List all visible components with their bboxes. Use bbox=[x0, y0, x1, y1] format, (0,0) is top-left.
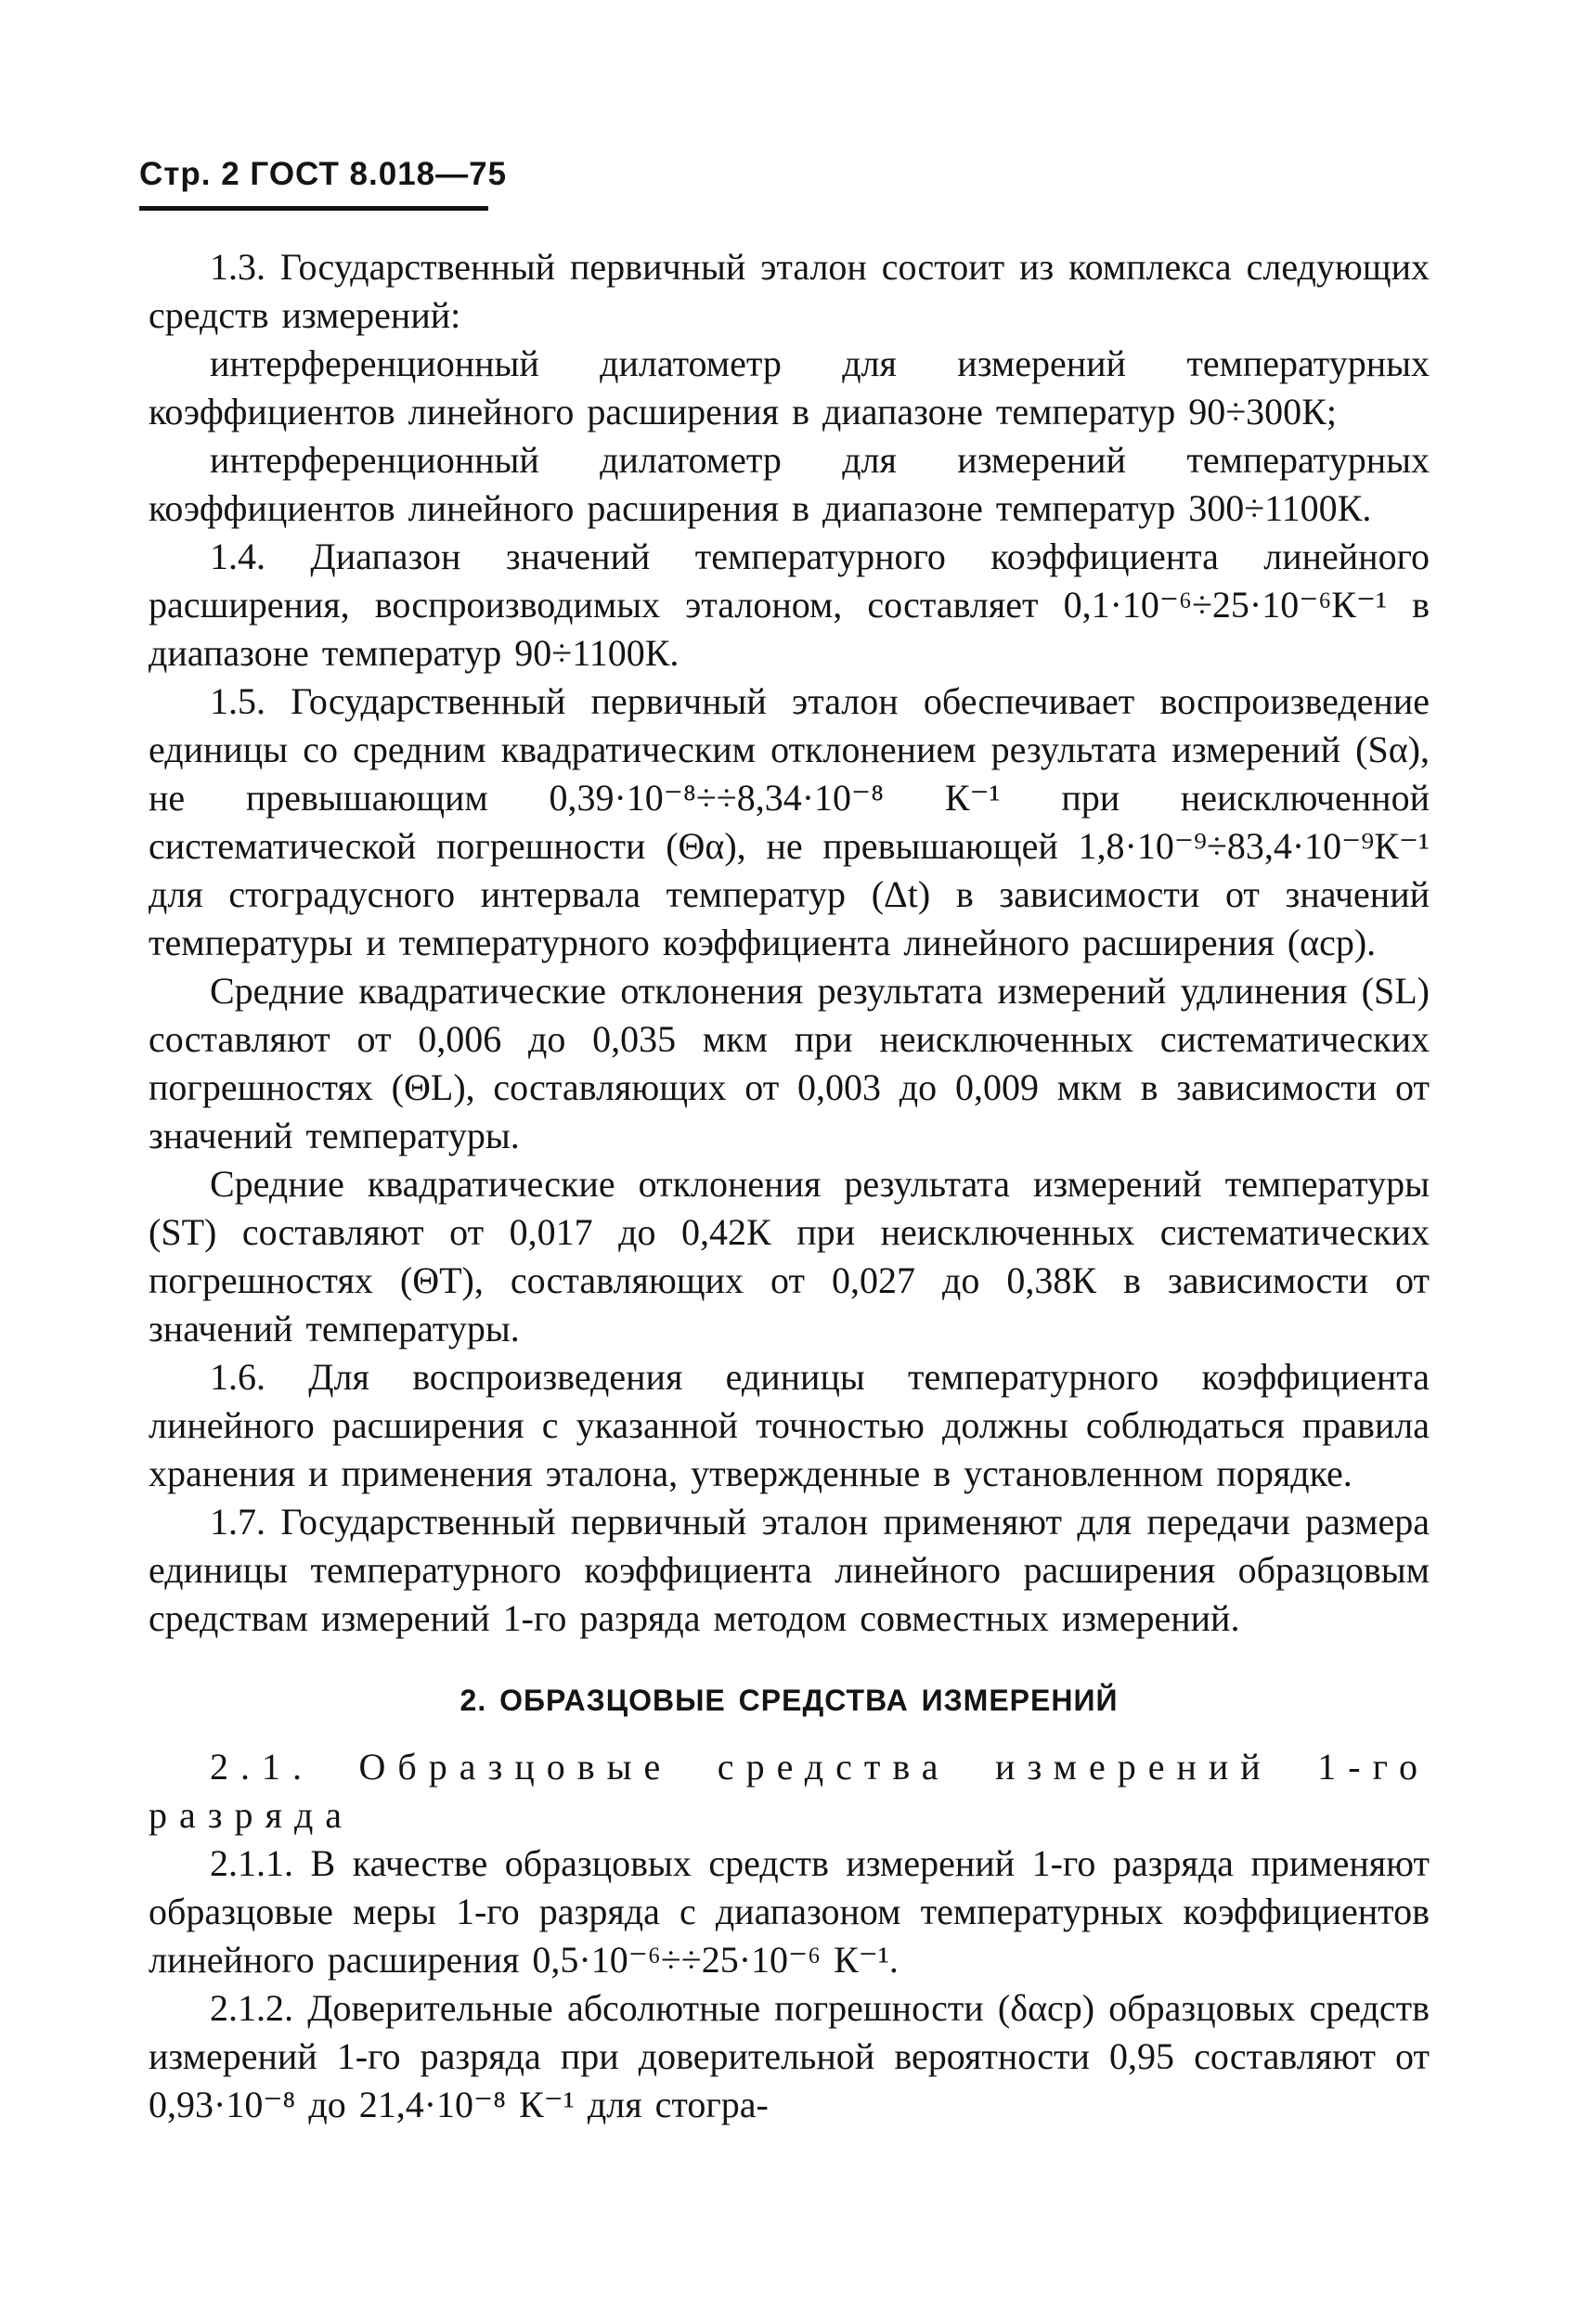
paragraph-2-1-1: 2.1.1. В качестве образцовых средств измерений 1-го разряда применяют образцовые меры 1-го разряда с диапазоном температурных коэффициентов линейного расширения 0,5·10⁻⁶÷÷25·10⁻⁶ К⁻¹. bbox=[149, 1842, 1430, 1981]
paragraph-1-3: 1.3. Государственный первичный эталон состоит из комплекса следующих средств измерений: bbox=[149, 246, 1430, 336]
paragraph-1-6: 1.6. Для воспроизведения единицы температурного коэффициента линейного расширения с указанной точностью должны соблюдаться правила хранения и применения эталона, утвержденные в установленном порядке. bbox=[149, 1356, 1430, 1494]
paragraph-1-3-item-2: интерференционный дилатометр для измерений температурных коэффициентов линейного расширения в диапазоне температур 300÷1100К. bbox=[149, 439, 1430, 529]
header-rule bbox=[139, 206, 488, 211]
paragraph-2-1: 2.1. Образцовые средства измерений 1-го разряда bbox=[149, 1746, 1430, 1836]
paragraph-1-5: 1.5. Государственный первичный эталон обеспечивает воспроизведение единицы со средним квадратическим отклонением результата измерений (Sα), не превышающим 0,39·10⁻⁸÷÷8,34·10⁻⁸ К⁻¹ при неисключенной систематической погрешности (Θα), не превышающей 1,8·10⁻⁹÷83,4·10⁻⁹К⁻¹ для стоградусного интервала температур (Δt) в зависимости от значений температуры и температурного коэффициента линейного расширения (αср). bbox=[149, 680, 1430, 963]
paragraph-2-1-2: 2.1.2. Доверительные абсолютные погрешности (δαср) образцовых средств измерений 1-го разряда при доверительной вероятности 0,95 составляют от 0,93·10⁻⁸ до 21,4·10⁻⁸ К⁻¹ для стогра- bbox=[149, 1987, 1430, 2125]
page-header: Стр. 2 ГОСТ 8.018—75 bbox=[139, 156, 508, 192]
section-2-title: 2. ОБРАЗЦОВЫЕ СРЕДСТВА ИЗМЕРЕНИЙ bbox=[459, 1684, 1119, 1717]
paragraph-1-4: 1.4. Диапазон значений температурного коэффициента линейного расширения, воспроизводимых эталоном, составляет 0,1·10⁻⁶÷25·10⁻⁶К⁻¹ в диапазоне температур 90÷1100К. bbox=[149, 536, 1430, 674]
document-body bbox=[149, 243, 1430, 2129]
paragraph-1-5-elongation: Средние квадратические отклонения результата измерений удлинения (SL) составляют от 0,006 до 0,035 мкм при неисключенных систематических погрешностях (ΘL), составляющих от 0,003 до 0,009 мкм в зависимости от значений температуры. bbox=[149, 970, 1430, 1156]
paragraph-1-7: 1.7. Государственный первичный эталон применяют для передачи размера единицы температурного коэффициента линейного расширения образцовым средствам измерений 1-го разряда методом совместных измерений. bbox=[149, 1501, 1430, 1639]
paragraph-1-3-item-1: интерференционный дилатометр для измерений температурных коэффициентов линейного расширения в диапазоне температур 90÷300К; bbox=[149, 342, 1430, 433]
paragraph-1-5-temperature: Средние квадратические отклонения результата измерений температуры (SТ) составляют от 0,017 до 0,42К при неисключенных систематических погрешностях (ΘТ), составляющих от 0,027 до 0,38К в зависимости от значений температуры. bbox=[149, 1163, 1430, 1349]
